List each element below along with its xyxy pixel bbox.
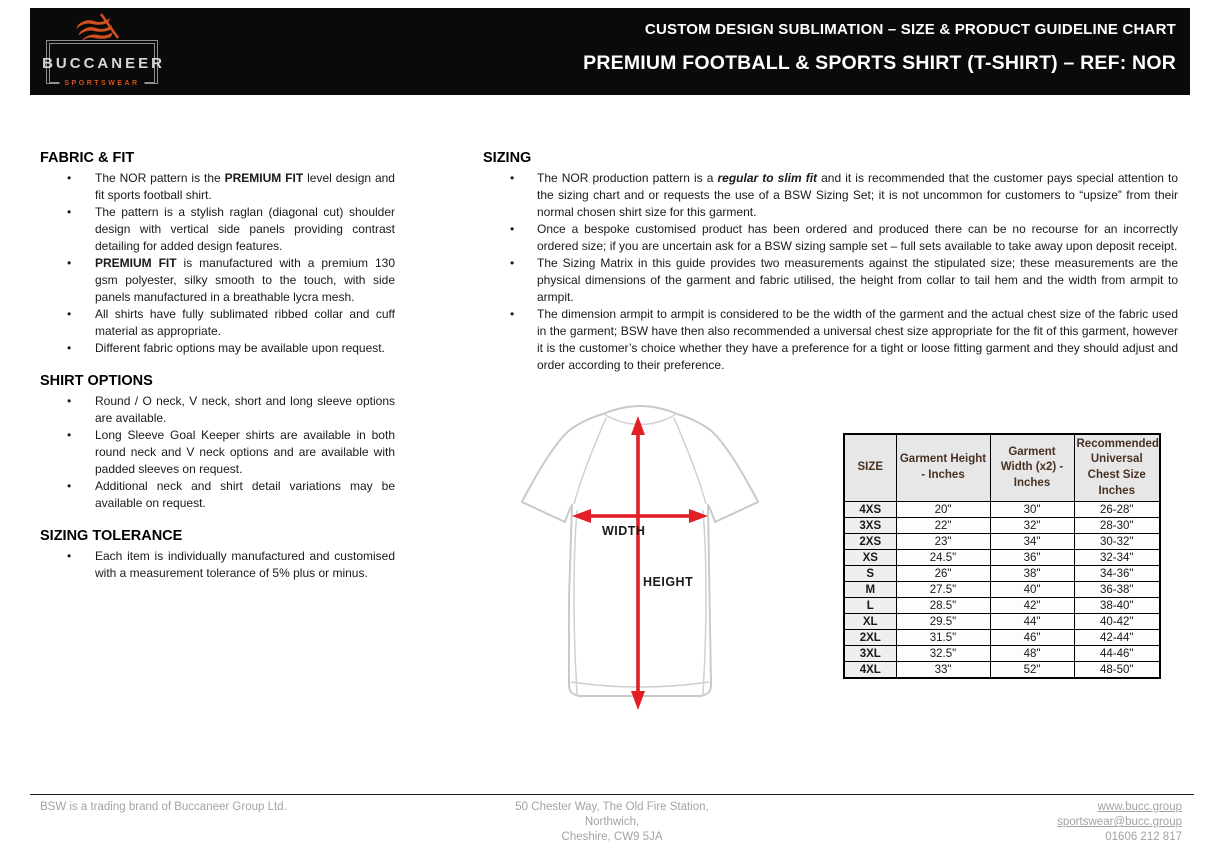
size-value-cell: 30" xyxy=(990,502,1074,518)
bullet-item: • PREMIUM FIT is manufactured with a premium 130 gsm polyester, silky smooth to the touch, with side panels manufactured in a breathable lycra mesh. xyxy=(95,255,395,306)
bullet-item: • The pattern is a stylish raglan (diagonal cut) shoulder design with vertical side panels providing contrast detailing for added design features. xyxy=(95,204,395,255)
size-table-row xyxy=(844,662,1160,679)
bullet-item: • Additional neck and shirt detail variations may be available on request. xyxy=(95,478,395,512)
header-bar xyxy=(30,8,1190,95)
size-value-cell: 32" xyxy=(990,518,1074,534)
size-value-cell: 24.5" xyxy=(896,550,990,566)
size-value-cell: 32.5" xyxy=(896,646,990,662)
size-value-cell: 28-30" xyxy=(1074,518,1160,534)
logo-name: BUCCANEER xyxy=(42,54,165,72)
size-table-header-cell: Recommended Universal Chest Size Inches xyxy=(1074,434,1160,502)
address-line: 50 Chester Way, The Old Fire Station, xyxy=(515,801,709,813)
size-label-cell: 2XS xyxy=(844,534,896,550)
size-value-cell: 20" xyxy=(896,502,990,518)
size-value-cell: 36" xyxy=(990,550,1074,566)
size-value-cell: 38" xyxy=(990,566,1074,582)
size-value-cell: 40-42" xyxy=(1074,614,1160,630)
size-label-cell: S xyxy=(844,566,896,582)
size-value-cell: 34" xyxy=(990,534,1074,550)
size-label-cell: M xyxy=(844,582,896,598)
size-table-header-row xyxy=(844,434,1160,502)
bullet-list xyxy=(40,548,395,582)
size-value-cell: 29.5" xyxy=(896,614,990,630)
right-column xyxy=(483,150,1178,390)
tshirt-measurement-diagram xyxy=(505,398,815,723)
size-value-cell: 27.5" xyxy=(896,582,990,598)
size-table-row xyxy=(844,518,1160,534)
size-value-cell: 30-32" xyxy=(1074,534,1160,550)
tshirt-outline xyxy=(522,406,758,696)
bullet-item: • All shirts have fully sublimated ribbed collar and cuff material as appropriate. xyxy=(95,306,395,340)
size-label-cell: 4XL xyxy=(844,662,896,679)
logo-frame xyxy=(42,40,165,87)
size-table-row xyxy=(844,614,1160,630)
size-label-cell: 3XL xyxy=(844,646,896,662)
bullet-item: • Different fabric options may be available upon request. xyxy=(95,340,395,357)
size-label-cell: 4XS xyxy=(844,502,896,518)
tshirt-diagram-svg xyxy=(505,398,815,723)
address-line: Cheshire, CW9 5JA xyxy=(561,831,663,843)
size-table-row xyxy=(844,630,1160,646)
size-value-cell: 48-50" xyxy=(1074,662,1160,679)
email-link[interactable]: sportswear@bucc.group xyxy=(1057,816,1182,828)
bullet-item: • The Sizing Matrix in this guide provides two measurements against the stipulated size; these measurements are the physical dimensions of the garment and fabric utilised, the height from collar to tail hem and the width from armpit to armpit. xyxy=(537,255,1178,306)
section-heading-sizing-tolerance: SIZING TOLERANCE xyxy=(40,528,183,544)
bullet-item: • The NOR pattern is the PREMIUM FIT level design and fit sports football shirt. xyxy=(95,170,395,204)
size-value-cell: 44-46" xyxy=(1074,646,1160,662)
size-value-cell: 22" xyxy=(896,518,990,534)
size-value-cell: 32-34" xyxy=(1074,550,1160,566)
bullet-list xyxy=(483,170,1178,374)
height-label: HEIGHT xyxy=(643,575,694,589)
size-table-header-cell: Garment Height - Inches xyxy=(896,434,990,502)
footer-divider xyxy=(30,794,1194,795)
size-table-row xyxy=(844,550,1160,566)
size-value-cell: 33" xyxy=(896,662,990,679)
document-titles xyxy=(583,21,1176,75)
section-heading-fabric-fit: FABRIC & FIT xyxy=(40,150,135,166)
size-table-header-cell: Garment Width (x2) - Inches xyxy=(990,434,1074,502)
size-value-cell: 26" xyxy=(896,566,990,582)
size-table-row xyxy=(844,534,1160,550)
size-value-cell: 23" xyxy=(896,534,990,550)
phone-number: 01606 212 817 xyxy=(1105,831,1182,843)
left-column xyxy=(40,150,395,598)
size-value-cell: 46" xyxy=(990,630,1074,646)
size-table-row xyxy=(844,502,1160,518)
logo-tagline: SPORTSWEAR xyxy=(59,80,144,87)
size-table-row xyxy=(844,598,1160,614)
size-table-row xyxy=(844,566,1160,582)
size-value-cell: 26-28" xyxy=(1074,502,1160,518)
size-value-cell: 38-40" xyxy=(1074,598,1160,614)
flag-icon xyxy=(74,13,126,41)
section-sizing xyxy=(483,150,1178,374)
size-table-row xyxy=(844,646,1160,662)
address-line: Northwich, xyxy=(584,816,640,828)
size-label-cell: XL xyxy=(844,614,896,630)
bullet-list xyxy=(40,170,395,357)
bullet-item: • Long Sleeve Goal Keeper shirts are available in both round neck and V neck options and are available with padded sleeves on request. xyxy=(95,427,395,478)
size-table-row xyxy=(844,582,1160,598)
size-value-cell: 28.5" xyxy=(896,598,990,614)
size-value-cell: 31.5" xyxy=(896,630,990,646)
footer-address xyxy=(515,800,708,845)
website-link[interactable]: www.bucc.group xyxy=(1097,801,1182,813)
size-value-cell: 42-44" xyxy=(1074,630,1160,646)
width-label: WIDTH xyxy=(602,524,646,538)
size-value-cell: 36-38" xyxy=(1074,582,1160,598)
size-table-header-cell: SIZE xyxy=(844,434,896,502)
footer-contact xyxy=(1057,800,1182,845)
size-value-cell: 48" xyxy=(990,646,1074,662)
bullet-item: • Round / O neck, V neck, short and long sleeve options are available. xyxy=(95,393,395,427)
size-value-cell: 52" xyxy=(990,662,1074,679)
size-label-cell: XS xyxy=(844,550,896,566)
size-matrix-table xyxy=(843,433,1161,679)
size-label-cell: 3XS xyxy=(844,518,896,534)
document-title: PREMIUM FOOTBALL & SPORTS SHIRT (T-SHIRT) – REF: NOR xyxy=(583,52,1176,74)
bullet-item: • Each item is individually manufactured and customised with a measurement tolerance of 5% plus or minus. xyxy=(95,548,395,582)
size-value-cell: 34-36" xyxy=(1074,566,1160,582)
brand-logo xyxy=(42,12,170,94)
section-shirt-options xyxy=(40,373,395,512)
footer-brand-note: BSW is a trading brand of Buccaneer Group Ltd. xyxy=(40,801,287,813)
section-heading-shirt-options: SHIRT OPTIONS xyxy=(40,373,153,389)
size-value-cell: 40" xyxy=(990,582,1074,598)
section-fabric-fit xyxy=(40,150,395,357)
document-subtitle: CUSTOM DESIGN SUBLIMATION – SIZE & PRODUCT GUIDELINE CHART xyxy=(644,21,1176,38)
size-value-cell: 44" xyxy=(990,614,1074,630)
bullet-list xyxy=(40,393,395,512)
size-value-cell: 42" xyxy=(990,598,1074,614)
bullet-item: • The dimension armpit to armpit is considered to be the width of the garment and the actual chest size of the fabric used in the garment; BSW have then also recommended a universal chest size appropriate for the fit of this garment, however it is the customer’s choice whether they have a preference for a tight or loose fitting garment and they should adjust and order according to their preference. xyxy=(537,306,1178,374)
size-label-cell: L xyxy=(844,598,896,614)
section-heading-sizing: SIZING xyxy=(483,150,532,166)
section-sizing-tolerance xyxy=(40,528,395,582)
bullet-item: • The NOR production pattern is a regular to slim fit and it is recommended that the customer pays special attention to the sizing chart and or requests the use of a BSW Sizing Set; it is not uncommon for customers to “upsize” from their normal chosen shirt size for this garment. xyxy=(537,170,1178,221)
bullet-item: • Once a bespoke customised product has been ordered and produced there can be no recourse for an incorrectly ordered size; if you are uncertain ask for a BSW sizing sample set – full sets available to take away upon deposit receipt. xyxy=(537,221,1178,255)
size-label-cell: 2XL xyxy=(844,630,896,646)
